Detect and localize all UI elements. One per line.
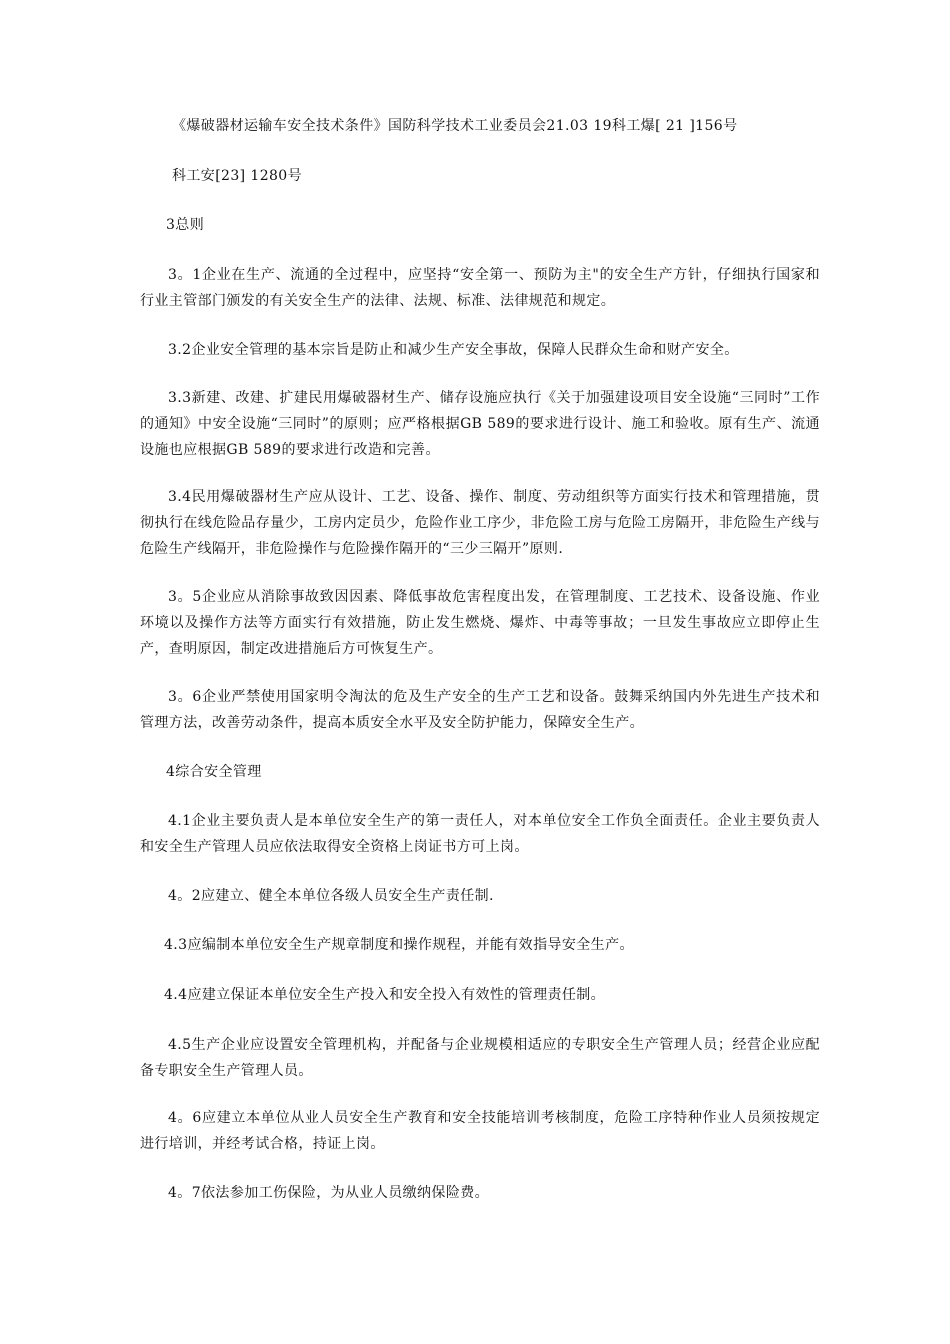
paragraph-4-3: 4.3应编制本单位安全生产规章制度和操作规程，并能有效指导安全生产。	[164, 937, 634, 953]
paragraph-3-5: 3。5企业应从消除事故致因因素、降低事故危害程度出发，在管理制度、工艺技术、设备设施、作业环境以及操作方法等方面实行有效措施，防止发生燃烧、爆炸、中毒等事故；一旦发生事故应立即停止生产，查明原因，制定改进措施后方可恢复生产。	[140, 589, 820, 657]
paragraph-4-6: 4。6应建立本单位从业人员安全生产教育和安全技能培训考核制度，危险工序特种作业人员须按规定进行培训，并经考试合格，持证上岗。	[140, 1110, 820, 1152]
section-3-heading: 3总则	[166, 217, 205, 233]
paragraph-4-7: 4。7依法参加工伤保险，为从业人员缴纳保险费。	[168, 1185, 490, 1201]
paragraph-4-1: 4.1企业主要负责人是本单位安全生产的第一责任人，对本单位安全工作负全面责任。企业主要负责人和安全生产管理人员应依法取得安全资格上岗证书方可上岗。	[140, 813, 820, 855]
reference-line-1: 《爆破器材运输车安全技术条件》国防科学技术工业委员会21.03 19科工爆[ 21 ]156号	[172, 118, 738, 134]
paragraph-3-1: 3。1企业在生产、流通的全过程中，应坚持“安全第一、预防为主"的安全生产方针，仔细执行国家和行业主管部门颁发的有关安全生产的法律、法规、标准、法律规范和规定。	[140, 267, 820, 309]
reference-line-2: 科工安[23] 1280号	[172, 168, 303, 184]
paragraph-3-3: 3.3新建、改建、扩建民用爆破器材生产、储存设施应执行《关于加强建设项目安全设施“三同时”工作的通知》中安全设施“三同时”的原则；应严格根据GB 589的要求进行设计、施工和验收。原有生产、流通设施也应根据GB 589的要求进行改造和完善。	[140, 390, 820, 458]
section-4-heading: 4综合安全管理	[166, 764, 262, 780]
paragraph-4-2: 4。2应建立、健全本单位各级人员安全生产责任制.	[168, 888, 494, 904]
paragraph-3-6: 3。6企业严禁使用国家明令淘汰的危及生产安全的生产工艺和设备。鼓舞采纳国内外先进生产技术和管理方法，改善劳动条件，提高本质安全水平及安全防护能力，保障安全生产。	[140, 689, 820, 731]
paragraph-4-5: 4.5生产企业应设置安全管理机构，并配备与企业规模相适应的专职安全生产管理人员；经营企业应配备专职安全生产管理人员。	[140, 1037, 820, 1079]
paragraph-3-4: 3.4民用爆破器材生产应从设计、工艺、设备、操作、制度、劳动组织等方面实行技术和管理措施，贯彻执行在线危险品存量少，工房内定员少，危险作业工序少，非危险工房与危险工房隔开，非危险生产线与危险生产线隔开，非危险操作与危险操作隔开的“三少三隔开”原则.	[140, 489, 820, 557]
paragraph-3-2: 3.2企业安全管理的基本宗旨是防止和减少生产安全事故，保障人民群众生命和财产安全。	[168, 342, 739, 358]
paragraph-4-4: 4.4应建立保证本单位安全生产投入和安全投入有效性的管理责任制。	[164, 987, 606, 1003]
